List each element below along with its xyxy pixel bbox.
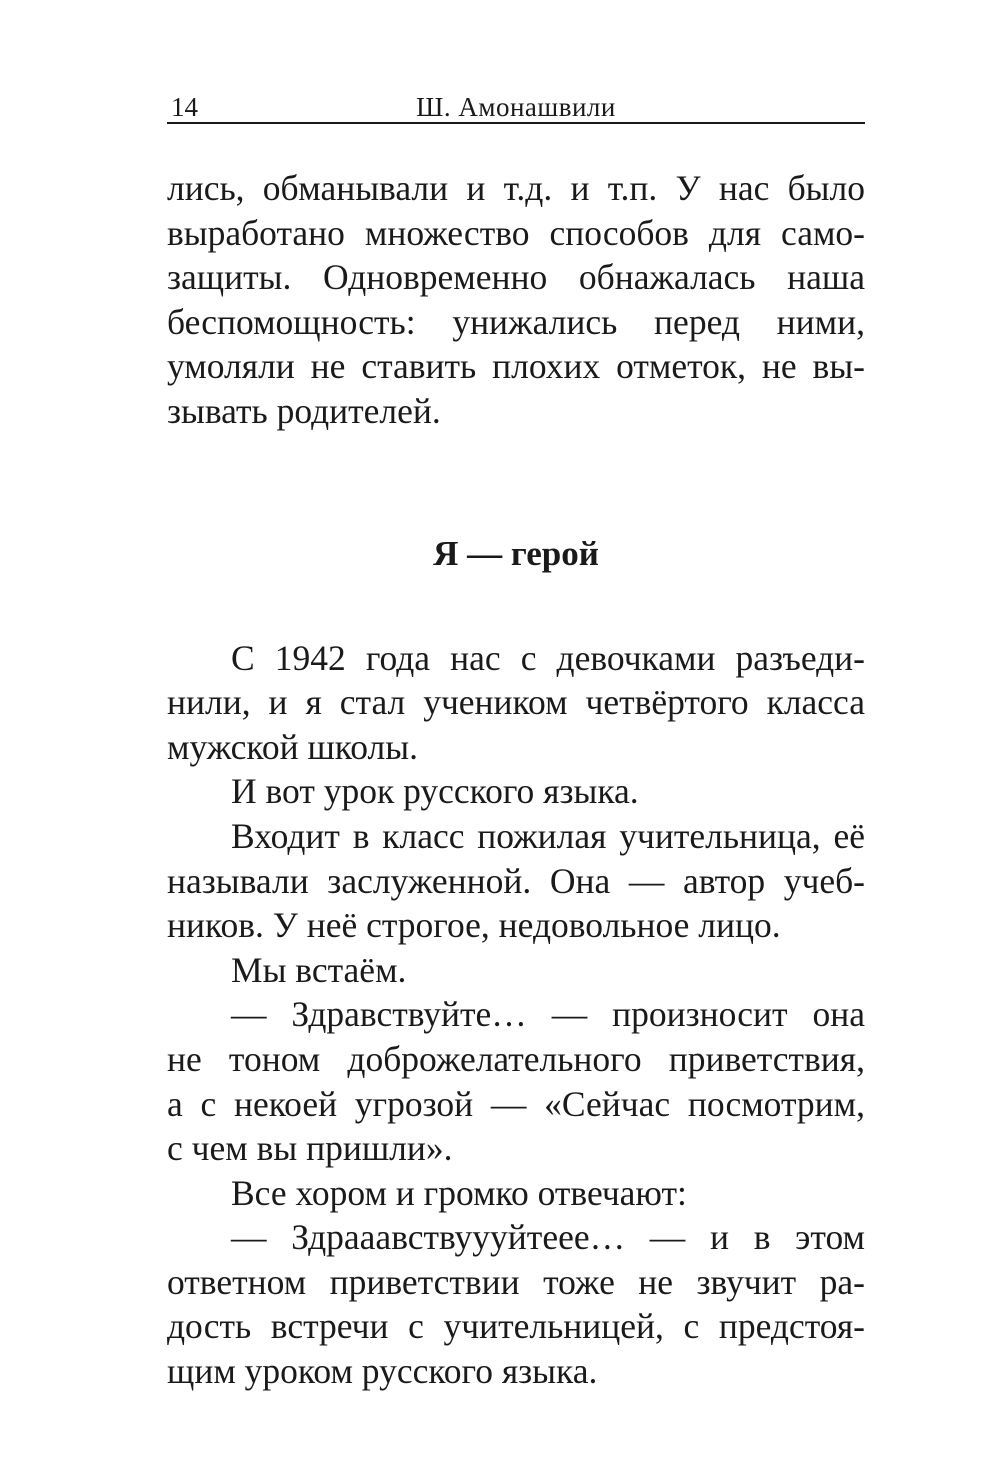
paragraph: [167, 769, 865, 814]
section-heading: Я — герой: [433, 533, 599, 573]
text-line: — Здравствуйте… — произносит она: [231, 994, 865, 1035]
running-title: Ш. Амонашвили: [416, 92, 616, 122]
running-header: [167, 78, 865, 124]
opening-paragraph: [167, 166, 865, 434]
text-line: а с некоей угрозой — «Сейчас посмотрим,: [167, 1083, 865, 1124]
text-line: беспомощность: унижались перед ними,: [167, 301, 865, 342]
text-line: с чем вы пришли».: [167, 1128, 453, 1169]
text-line: С 1942 года нас с девочками разъеди-: [231, 637, 865, 678]
page-number: 14: [171, 92, 198, 122]
paragraph: [167, 1171, 865, 1216]
text-line: Входит в класс пожилая учительница, её: [231, 815, 865, 856]
text-line: зывать родителей.: [167, 390, 441, 431]
paragraph: [167, 1215, 865, 1393]
text-line: ников. У неё строгое, недовольное лицо.: [167, 905, 781, 946]
text-line: лись, обманывали и т.д. и т.п. У нас было: [167, 168, 865, 208]
text-line: защиты. Одновременно обнажалась наша: [167, 257, 865, 298]
paragraph: [167, 948, 865, 993]
text-line: И вот урок русского языка.: [231, 771, 639, 812]
text-line: не тоном доброжелательного приветствия,: [167, 1038, 865, 1079]
text-line: выработано множество способов для само-: [167, 212, 865, 253]
book-page: [167, 78, 865, 1394]
text-line: нили, и я стал учеником четвёртого класса: [167, 682, 865, 723]
text-line: умоляли не ставить плохих отметок, не вы-: [167, 346, 865, 387]
paragraph: [167, 636, 865, 770]
section-body: [167, 636, 865, 1394]
text-line: Мы встаём.: [231, 949, 407, 990]
text-line: — Здрааавствуууйтеее… — и в этом: [231, 1217, 865, 1258]
paragraph: [167, 992, 865, 1170]
text-line: называли заслуженной. Она — автор учеб-: [167, 860, 865, 901]
text-line: мужской школы.: [167, 726, 418, 767]
paragraph: [167, 814, 865, 948]
text-line: щим уроком русского языка.: [167, 1351, 598, 1392]
text-line: Все хором и громко отвечают:: [231, 1172, 687, 1213]
text-line: дость встречи с учительницей, с предстоя-: [167, 1306, 865, 1347]
text-line: ответном приветствии тоже не звучит ра-: [167, 1261, 865, 1302]
